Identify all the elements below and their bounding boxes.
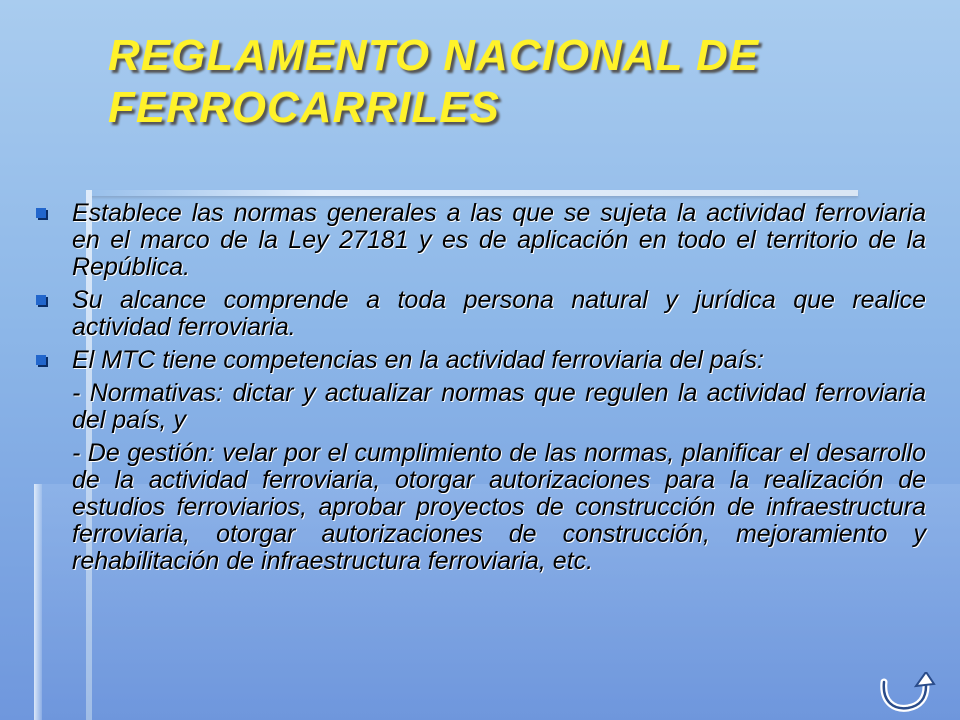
sub-item-normativas: - Normativas: dictar y actualizar normas que regulen la actividad ferroviaria del país, y — [72, 379, 926, 434]
square-bullet-icon — [36, 295, 46, 305]
bullet-text: Su alcance comprende a toda persona natural y jurídica que realice actividad ferroviaria. — [72, 286, 926, 341]
square-bullet-icon — [36, 208, 46, 218]
slide-body — [34, 200, 926, 581]
bullet-item — [34, 347, 926, 374]
bullet-text: Establece las normas generales a las que se sujeta la actividad ferroviaria en el marco de la Ley 27181 y es de aplicación en todo el territorio de la República. — [72, 199, 926, 281]
slide-title-line-1: REGLAMENTO NACIONAL DE — [108, 31, 760, 80]
slide-title-line-2: FERROCARRILES — [108, 83, 500, 132]
bullet-text: El MTC tiene competencias en la actividad ferroviaria del país: — [72, 346, 764, 374]
sub-item-gestion: - De gestión: velar por el cumplimiento de las normas, planificar el desarrollo de la actividad ferroviaria, otorgar autorizaciones para la realización de estudios ferroviarios, aprobar proyectos de construcción de infraestructura ferroviaria, otorgar autorizaciones de construcción, mejoramiento y rehabilitación de infraestructura ferroviaria, etc. — [72, 439, 926, 575]
square-bullet-icon — [36, 355, 46, 365]
bullet-item — [34, 200, 926, 281]
bullet-item — [34, 287, 926, 341]
return-arrow-icon[interactable] — [876, 672, 936, 714]
decorative-bar-top — [90, 190, 858, 196]
slide-title — [108, 30, 908, 134]
